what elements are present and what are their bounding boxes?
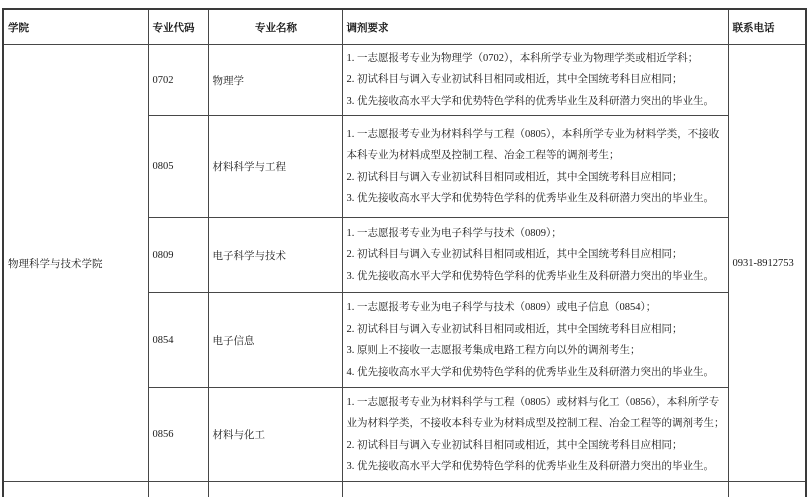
requirements-cell bbox=[342, 218, 728, 293]
column-header-college: 学院 bbox=[3, 9, 148, 45]
requirements-cell bbox=[342, 116, 728, 218]
major-name-cell: 材料科学与工程 bbox=[208, 116, 342, 218]
empty-cell bbox=[342, 482, 728, 497]
requirement-item: 2. 初试科目与调入专业初试科目相同或相近，其中全国统考科目应相同； bbox=[346, 249, 683, 261]
requirement-item: 3. 原则上不接收一志愿报考集成电路工程方向以外的调剂考生； bbox=[346, 345, 641, 356]
empty-cell bbox=[3, 482, 148, 497]
major-code-cell: 0856 bbox=[148, 388, 208, 482]
requirement-item: 3. 优先接收高水平大学和优势特色学科的优秀毕业生及科研潜力突出的毕业生。 bbox=[346, 193, 714, 204]
major-code-cell: 0854 bbox=[148, 293, 208, 388]
major-code-cell: 0702 bbox=[148, 45, 208, 116]
major-name-cell: 材料与化工 bbox=[208, 388, 342, 482]
requirement-item: 1. 一志愿报考专业为物理学（0702），本科所学专业为物理学类或相近学科； bbox=[346, 52, 699, 64]
college-name-cell: 物理科学与技术学院 bbox=[3, 45, 148, 482]
table-row-partial bbox=[3, 482, 806, 497]
empty-cell bbox=[208, 482, 342, 497]
major-name-cell: 电子科学与技术 bbox=[208, 218, 342, 293]
empty-cell bbox=[728, 482, 806, 497]
major-name-cell: 物理学 bbox=[208, 45, 342, 116]
column-header-requirements: 调剂要求 bbox=[342, 9, 728, 45]
table-row bbox=[3, 45, 806, 116]
requirement-item: 2. 初试科目与调入专业初试科目相同或相近，其中全国统考科目应相同； bbox=[346, 74, 683, 86]
transfer-requirements-table bbox=[2, 8, 807, 497]
requirements-cell bbox=[342, 45, 728, 116]
requirement-item: 2. 初试科目与调入专业初试科目相同或相近，其中全国统考科目应相同； bbox=[346, 323, 683, 335]
requirement-item: 3. 优先接收高水平大学和优势特色学科的优秀毕业生及科研潜力突出的毕业生。 bbox=[346, 270, 714, 282]
requirement-item: 3. 优先接收高水平大学和优势特色学科的优秀毕业生及科研潜力突出的毕业生。 bbox=[346, 95, 714, 107]
requirements-cell bbox=[342, 293, 728, 388]
major-name-cell: 电子信息 bbox=[208, 293, 342, 388]
requirement-item: 2. 初试科目与调入专业初试科目相同或相近，其中全国统考科目应相同； bbox=[346, 439, 683, 451]
major-code-cell: 0805 bbox=[148, 116, 208, 218]
major-code-cell: 0809 bbox=[148, 218, 208, 293]
requirement-item: 1. 一志愿报考专业为材料科学与工程（0805）或材料与化工（0856），本科所学专业为材料学类，不接收本科专业为材料成型及控制工程、冶金工程等的调剂考生； bbox=[346, 396, 725, 429]
contact-phone-cell: 0931-8912753 bbox=[728, 45, 806, 482]
requirement-item: 1. 一志愿报考专业为电子科学与技术（0809）或电子信息（0854）； bbox=[346, 302, 657, 313]
requirement-item: 3. 优先接收高水平大学和优势特色学科的优秀毕业生及科研潜力突出的毕业生。 bbox=[346, 461, 714, 472]
requirement-item: 1. 一志愿报考专业为材料科学与工程（0805），本科所学专业为材料学类，不接收本科专业为材料成型及控制工程、冶金工程等的调剂考生； bbox=[346, 128, 720, 161]
column-header-major-name: 专业名称 bbox=[208, 9, 342, 45]
requirement-item: 2. 初试科目与调入专业初试科目相同或相近，其中全国统考科目应相同； bbox=[346, 171, 683, 183]
column-header-major-code: 专业代码 bbox=[148, 9, 208, 45]
requirements-cell bbox=[342, 388, 728, 482]
requirement-item: 4. 优先接收高水平大学和优势特色学科的优秀毕业生及科研潜力突出的毕业生。 bbox=[346, 366, 714, 378]
requirement-item: 1. 一志愿报考专业为电子科学与技术（0809）； bbox=[346, 227, 562, 239]
empty-cell bbox=[148, 482, 208, 497]
column-header-contact-phone: 联系电话 bbox=[728, 9, 806, 45]
table-header-row bbox=[3, 9, 806, 45]
